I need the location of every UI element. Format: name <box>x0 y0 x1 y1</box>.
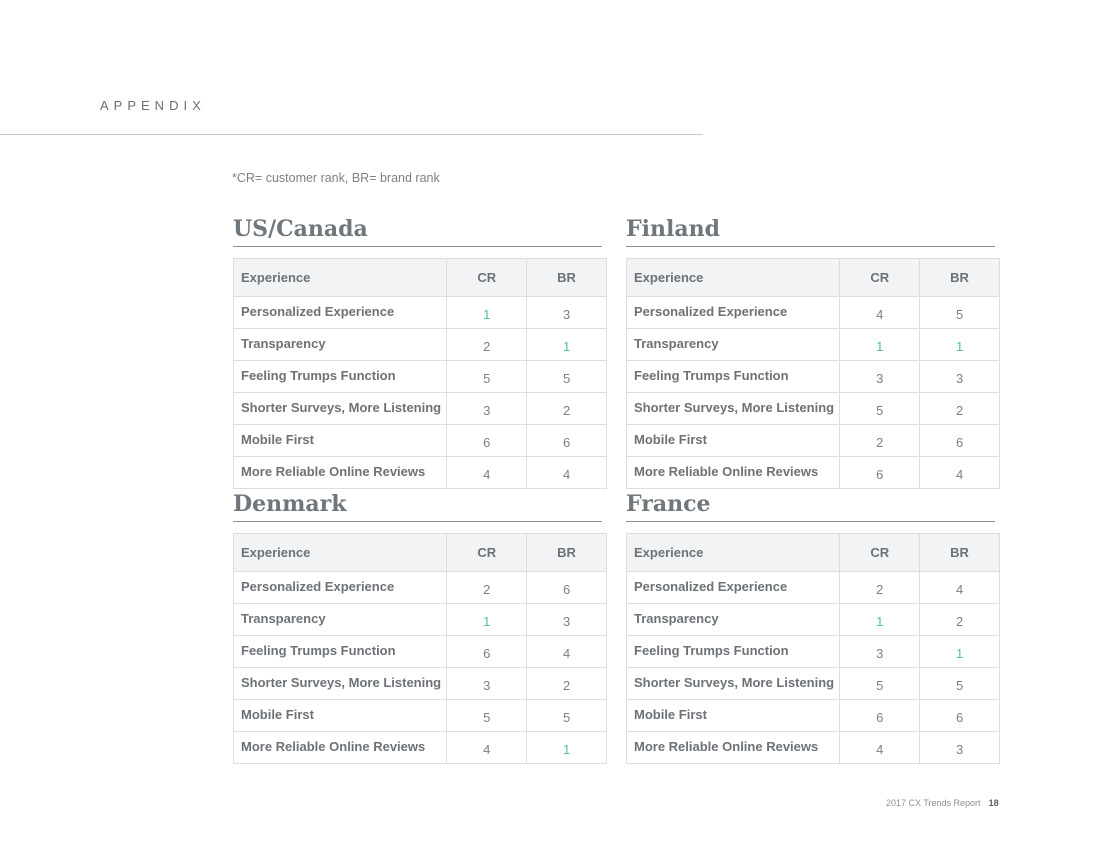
table-row <box>234 361 607 393</box>
page-number: 18 <box>988 798 999 808</box>
cr-cell: 6 <box>447 425 527 457</box>
table-row <box>234 572 607 604</box>
br-cell: 2 <box>527 393 607 425</box>
table-row <box>234 732 607 764</box>
cr-cell: 2 <box>447 572 527 604</box>
cr-cell: 2 <box>840 572 920 604</box>
br-cell: 2 <box>527 668 607 700</box>
br-cell: 3 <box>920 732 1000 764</box>
experience-cell: Transparency <box>234 604 447 636</box>
br-cell: 5 <box>527 361 607 393</box>
cr-cell: 4 <box>447 457 527 489</box>
cr-cell: 3 <box>840 361 920 393</box>
experience-cell: Mobile First <box>234 425 447 457</box>
experience-cell: More Reliable Online Reviews <box>627 732 840 764</box>
cr-cell: 6 <box>447 636 527 668</box>
experience-cell: Transparency <box>627 329 840 361</box>
column-header-cr: CR <box>840 534 920 572</box>
ranking-table <box>626 258 1000 489</box>
column-header-br: BR <box>920 259 1000 297</box>
experience-cell: Feeling Trumps Function <box>627 636 840 668</box>
table-row <box>627 668 1000 700</box>
cr-cell: 5 <box>447 700 527 732</box>
section-denmark <box>233 489 607 764</box>
experience-cell: More Reliable Online Reviews <box>234 732 447 764</box>
table-row <box>234 393 607 425</box>
experience-cell: Shorter Surveys, More Listening <box>234 393 447 425</box>
br-cell: 6 <box>527 425 607 457</box>
table-row <box>627 732 1000 764</box>
br-cell: 3 <box>920 361 1000 393</box>
ranking-table <box>233 258 607 489</box>
table-row <box>627 425 1000 457</box>
br-cell: 4 <box>527 636 607 668</box>
br-cell: 6 <box>527 572 607 604</box>
table-row <box>627 329 1000 361</box>
br-cell: 5 <box>920 668 1000 700</box>
cr-cell: 1 <box>447 297 527 329</box>
table-row <box>627 393 1000 425</box>
cr-cell: 2 <box>840 425 920 457</box>
experience-cell: Shorter Surveys, More Listening <box>627 393 840 425</box>
br-cell: 5 <box>527 700 607 732</box>
table-row <box>234 636 607 668</box>
experience-cell: Transparency <box>627 604 840 636</box>
cr-cell: 1 <box>840 329 920 361</box>
cr-cell: 2 <box>447 329 527 361</box>
ranking-table <box>233 533 607 764</box>
cr-cell: 1 <box>840 604 920 636</box>
section-france <box>626 489 1000 764</box>
experience-cell: Feeling Trumps Function <box>627 361 840 393</box>
br-cell: 6 <box>920 700 1000 732</box>
experience-cell: Personalized Experience <box>627 297 840 329</box>
page-footer <box>886 798 999 808</box>
table-row <box>234 604 607 636</box>
cr-cell: 6 <box>840 457 920 489</box>
table-row <box>234 700 607 732</box>
cr-cell: 4 <box>840 732 920 764</box>
experience-cell: Personalized Experience <box>627 572 840 604</box>
section-us-canada <box>233 214 607 489</box>
column-header-cr: CR <box>447 534 527 572</box>
table-row <box>234 425 607 457</box>
br-cell: 3 <box>527 297 607 329</box>
experience-cell: Mobile First <box>627 700 840 732</box>
br-cell: 1 <box>527 732 607 764</box>
cr-cell: 4 <box>840 297 920 329</box>
rank-legend-note: *CR= customer rank, BR= brand rank <box>232 171 440 185</box>
experience-cell: Mobile First <box>627 425 840 457</box>
br-cell: 2 <box>920 604 1000 636</box>
experience-cell: Mobile First <box>234 700 447 732</box>
experience-cell: Shorter Surveys, More Listening <box>234 668 447 700</box>
section-title: US/Canada <box>233 216 368 242</box>
br-cell: 3 <box>527 604 607 636</box>
table-row <box>627 361 1000 393</box>
br-cell: 6 <box>920 425 1000 457</box>
table-row <box>234 457 607 489</box>
cr-cell: 4 <box>447 732 527 764</box>
experience-cell: Personalized Experience <box>234 297 447 329</box>
table-row <box>627 700 1000 732</box>
cr-cell: 3 <box>840 636 920 668</box>
header-divider <box>0 134 703 135</box>
column-header-br: BR <box>920 534 1000 572</box>
experience-cell: Personalized Experience <box>234 572 447 604</box>
section-divider <box>233 246 602 247</box>
br-cell: 5 <box>920 297 1000 329</box>
table-row <box>627 604 1000 636</box>
br-cell: 2 <box>920 393 1000 425</box>
table-row <box>627 297 1000 329</box>
cr-cell: 3 <box>447 393 527 425</box>
br-cell: 4 <box>920 572 1000 604</box>
cr-cell: 5 <box>447 361 527 393</box>
column-header-br: BR <box>527 259 607 297</box>
experience-cell: More Reliable Online Reviews <box>234 457 447 489</box>
appendix-heading: APPENDIX <box>100 98 206 113</box>
br-cell: 1 <box>920 329 1000 361</box>
column-header-experience: Experience <box>627 259 840 297</box>
section-finland <box>626 214 1000 489</box>
table-row <box>234 329 607 361</box>
cr-cell: 5 <box>840 393 920 425</box>
cr-cell: 3 <box>447 668 527 700</box>
table-row <box>627 457 1000 489</box>
report-name: 2017 CX Trends Report <box>886 798 981 808</box>
ranking-table <box>626 533 1000 764</box>
cr-cell: 6 <box>840 700 920 732</box>
table-row <box>234 297 607 329</box>
section-divider <box>233 521 602 522</box>
column-header-cr: CR <box>840 259 920 297</box>
table-row <box>234 668 607 700</box>
experience-cell: Feeling Trumps Function <box>234 636 447 668</box>
column-header-experience: Experience <box>627 534 840 572</box>
section-title: Denmark <box>233 491 347 517</box>
section-title: Finland <box>626 216 720 242</box>
br-cell: 1 <box>920 636 1000 668</box>
section-divider <box>626 521 995 522</box>
section-divider <box>626 246 995 247</box>
br-cell: 4 <box>527 457 607 489</box>
br-cell: 1 <box>527 329 607 361</box>
column-header-cr: CR <box>447 259 527 297</box>
column-header-br: BR <box>527 534 607 572</box>
cr-cell: 1 <box>447 604 527 636</box>
experience-cell: Shorter Surveys, More Listening <box>627 668 840 700</box>
cr-cell: 5 <box>840 668 920 700</box>
section-title: France <box>626 491 711 517</box>
column-header-experience: Experience <box>234 259 447 297</box>
experience-cell: Feeling Trumps Function <box>234 361 447 393</box>
table-row <box>627 572 1000 604</box>
table-row <box>627 636 1000 668</box>
column-header-experience: Experience <box>234 534 447 572</box>
br-cell: 4 <box>920 457 1000 489</box>
experience-cell: Transparency <box>234 329 447 361</box>
experience-cell: More Reliable Online Reviews <box>627 457 840 489</box>
